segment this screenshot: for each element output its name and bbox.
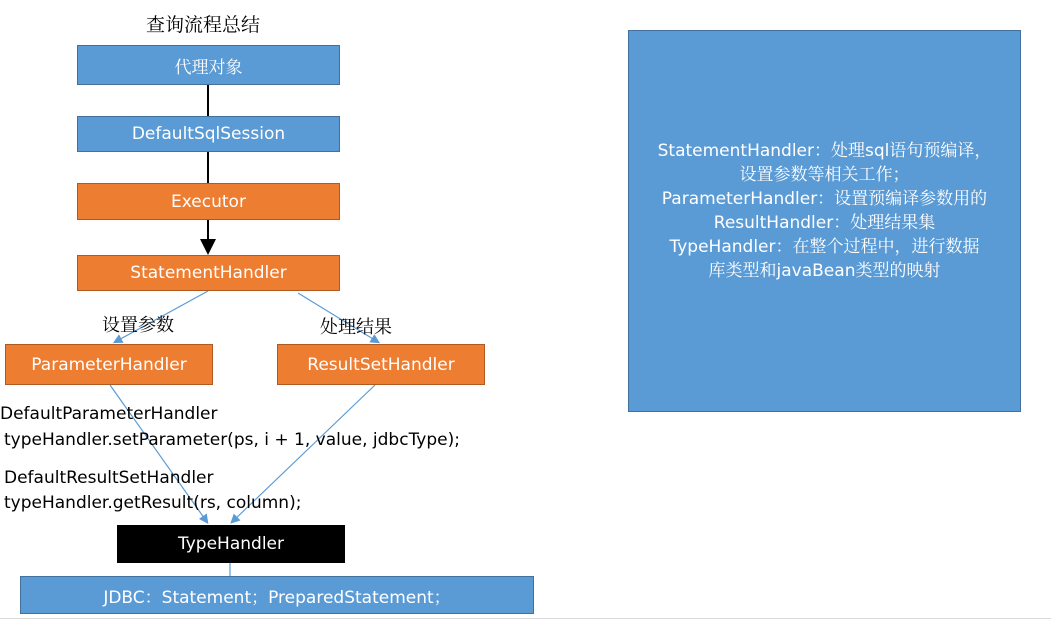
page-bottom-divider	[0, 618, 1051, 619]
parameter-handler-class-note: DefaultParameterHandler	[0, 404, 218, 424]
jdbc-node: JDBC：Statement；PreparedStatement；	[20, 576, 534, 614]
default-sql-session-node: DefaultSqlSession	[77, 116, 340, 152]
diagram-title: 查询流程总结	[146, 14, 261, 36]
type-handler-node: TypeHandler	[117, 525, 345, 563]
summary-line: StatementHandler：处理sql语句预编译，	[657, 141, 992, 161]
summary-line: ResultHandler：处理结果集	[713, 213, 936, 233]
get-result-call-note: typeHandler.getResult(rs, column);	[4, 493, 302, 513]
parameter-handler-node: ParameterHandler	[5, 344, 213, 385]
summary-line: 设置参数等相关工作；	[739, 165, 910, 185]
resultset-handler-class-note: DefaultResultSetHandler	[4, 468, 214, 488]
summary-text	[658, 139, 992, 283]
summary-box	[628, 30, 1021, 412]
executor-node: Executor	[77, 183, 340, 220]
proxy-object-node: 代理对象	[77, 45, 340, 85]
summary-line: ParameterHandler：设置预编译参数用的	[661, 189, 988, 209]
process-results-label: 处理结果	[320, 317, 392, 338]
resultset-handler-node: ResultSetHandler	[277, 344, 485, 385]
summary-line: TypeHandler：在整个过程中，进行数据	[669, 237, 980, 257]
set-params-label: 设置参数	[102, 315, 174, 336]
set-parameter-call-note: typeHandler.setParameter(ps, i + 1, value, jdbcType);	[4, 430, 460, 450]
statement-handler-node: StatementHandler	[77, 255, 340, 291]
summary-line: 库类型和javaBean类型的映射	[708, 261, 941, 281]
